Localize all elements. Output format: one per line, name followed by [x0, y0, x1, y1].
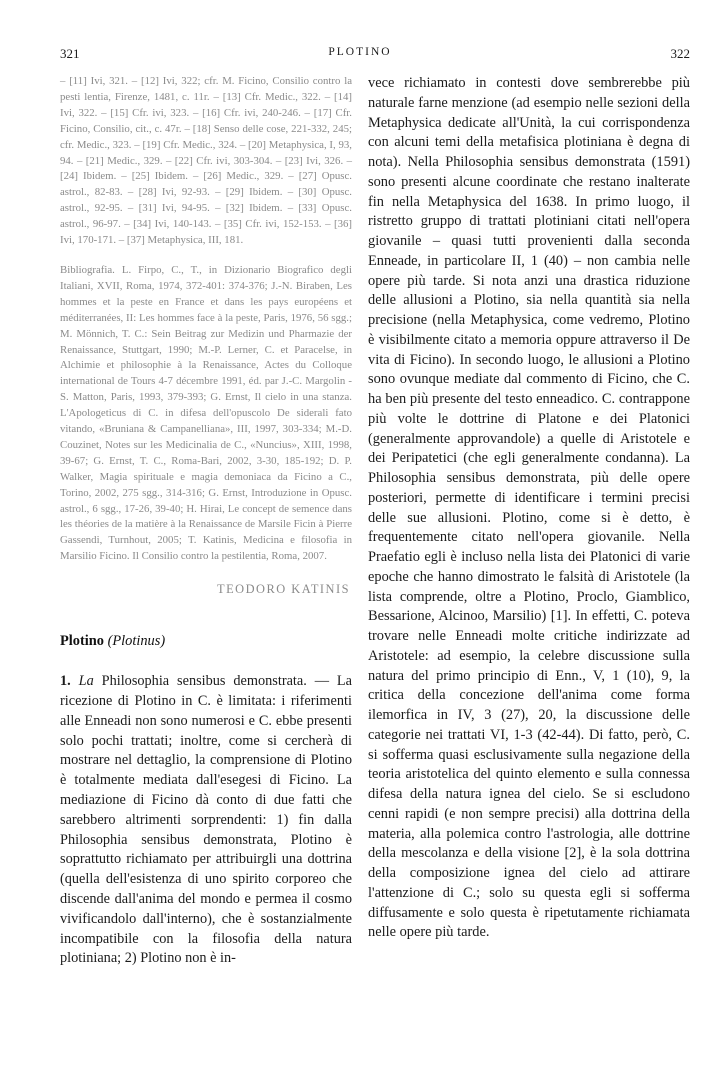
entry-title-latin: (Plotinus)	[107, 633, 166, 650]
page-number-left: 321	[60, 46, 80, 61]
right-body	[368, 74, 690, 943]
left-column	[60, 74, 352, 969]
section-1	[60, 672, 352, 969]
page-header	[0, 46, 720, 66]
bibliography-text: Bibliografia. L. Firpo, C., T., in Dizionario Biografico degli Italiani, XVII, Roma, 1974, 372-401: 374-376; J.-N. Biraben, Les hommes et la peste en France et dans les pays européens et méditerranées, II: Les hommes face à la peste, Paris, 1976, 56 sgg.; M. Mönnich, T. C.: Sein Beitrag zur Medizin und Pharmazie der Renaissance, Stuttgart, 1990; M.-P. Lerner, C. et Paracelse, in Alchimie et philosophie à la Renaissance, Actes du Colloque international de Tours 4-7 décembre 1991, éd. par J.-C. Margolin - S. Matton, Paris, 1993, 379-393; G. Ernst, Il cielo in una stanza. L'Apologeticus di C. in difesa dell'opuscolo De siderali fato vitando, «Bruniana & Campanelliana», III, 1997, 303-334; M.-D. Couzinet, Notes sur les Medicinalia de C., «Nuncius», XIII, 1998, 39-67; G. Ernst, T. C., Roma-Bari, 2002, 3-30, 185-192; D. P. Walker, Magia spirituale e magia demoniaca da Ficino a C., Torino, 2002, 275 sgg., 314-316; G. Ernst, Introduzione in Opusc. astrol., 6 sgg., 17-26, 39-40; H. Hirai, Le concept de semence dans les théories de la matière à la Renaissance de Marsile Ficin à Pierre Gassendi, Turnhout, 2005; T. Katinis, Medicina e filosofia in Marsilio Ficino. Il Consilio contro la pestilentia, Roma, 2007.	[60, 263, 352, 563]
section-title-article: La	[78, 673, 94, 690]
right-body-text: vece richiamato in contesti dove sembrerebbe più naturale farne menzione (ad esempio nelle sezioni della Metaphysica dedicate all'Unità, la cui corrispondenza con alcuni temi della metafisica plotiniana è degna di nota). Nella Philosophia sensibus demonstrata (1591) sono presenti alcune coordinate che restano inalterate fin nella Metaphysica del 1638. In primo luogo, il ristretto gruppo di trattati plotiniani citati nell'opera giovanile – quasi tutti provenienti dalla seconda Enneade, in particolare II, 1 (40) – non cambia nelle opere più tarde. Si nota anzi una drastica riduzione delle allusioni a Plotino, sia nella quantità sia nella precisione (nella Metaphysica, come vedremo, Plotino è visibilmente citato a memoria oppure attraverso il De vita di Ficino). In secondo luogo, le allusioni a Plotino sono ovunque mediate dal commento di Ficino, che C. ha ben più presente del testo enneadico. C. contrappone più volte le dottrine di Platone e dei Platonici (generalmente approvandole) a quelle di Aristotele e dei Peripatetici (che egli generalmente condanna). La Philosophia sensibus demonstrata, più delle opere posteriori, permette di identificare i termini precisi delle sue allusioni. Plotino, come si è detto, è frequentemente citato nell'opera giovanile. Nella Praefatio egli è incluso nella lista dei Platonici di varie epoche che hanno dimostrato le falsità di Aristotele (la lista comprende, oltre a Plotino, Proclo, Giamblico, Bessarione, Alcinoo, Marsilio) [1]. In effetti, C. poteva trovare nelle Enneadi molte critiche indirizzate ad Aristotele: ad esempio, la celebre discussione sulla natura del primo principio di Enn., V, 1 (10), 9, la critica della concezione dell'anima come forma ilemorfica in IV, 3 (27), 20, la discussione delle categorie nei trattati VI, 1-3 (42-44). Di fatto, però, C. si sofferma quasi esclusivamente sulla negazione della teoria aristotelica del quinto elemento e sulla connessa difesa della natura ignea del cielo. Se si escludono cenni rapidi (e non sempre precisi) alla dottrina della materia, alla polemica contro l'astrologia, alle dottrine della mescolanza e della visione [2], è la sola dottrina della composizione ignea del cielo ad attirare l'attenzione di C.; solo su questa egli si sofferma diffusamente e solo questa è ripetutamente richiamata nelle opere più tarde.	[368, 75, 690, 941]
running-title: PLOTINO	[328, 46, 392, 58]
right-column	[368, 74, 690, 943]
article-author: TEODORO KATINIS	[217, 582, 350, 597]
footnotes-text: – [11] Ivi, 321. – [12] Ivi, 322; cfr. M. Ficino, Consilio contro la pesti lentia, Firenze, 1481, c. 11r. – [13] Cfr. Medic., 322. – [14] Ivi, 322. – [15] Cfr. ivi, 323. – [16] Cfr. ivi, 240-246. – [17] Cfr. Ficino, Consilio, cit., c. 47r. – [18] Senso delle cose, 221-332, 245; cfr. Medic., 323. – [19] Cfr. Medic., 324. – [20] Metaphysica, I, 93, 94. – [21] Medic., 329. – [22] Cfr. ivi, 303-304. – [23] Ivi, 326. – [24] Ibidem. – [25] Ibidem. – [26] Medic., 329. – [27] Opusc. astrol., 82-83. – [28] Ivi, 92-93. – [29] Ibidem. – [30] Opusc. astrol., 92-95. – [31] Ivi, 94-95. – [32] Ibidem. – [33] Opusc. astrol., 96-97. – [34] Ivi, 140-143. – [35] Cfr. ivi, 152-153. – [36] Ivi, 170-171. – [37] Metaphysica, III, 181.	[60, 75, 352, 247]
footnotes	[60, 74, 352, 249]
section-number: 1.	[60, 673, 71, 690]
section-title: Philosophia sensibus demonstrata. —	[101, 673, 330, 690]
entry-title: Plotino	[60, 633, 104, 650]
entry-heading	[60, 633, 352, 650]
page-number-right: 322	[670, 46, 690, 61]
bibliography	[60, 263, 352, 565]
section-text: La ricezione di Plotino in C. è limitata: i riferimenti alle Enneadi non sono numerosi e C. ebbe presenti solo pochi trattati; inoltre, come si cercherà di mostrare nel dettaglio, la comprensione di Plotino è totalmente mediata dall'esegesi di Ficino. La mediazione di Ficino dà conto di due fatti che sarebbero altrimenti sorprendenti: 1) fin dalla Philosophia sensibus demonstrata, Plotino è soprattutto richiamato per attribuirgli una dottrina (quella dell'esistenza di uno spirito corporeo che discende dall'anima del mondo e permea il cosmo vivificandolo dall'interno), che è sostanzialmente incompatibile con la filosofia della natura plotiniana; 2) Plotino non è in-	[60, 673, 352, 967]
